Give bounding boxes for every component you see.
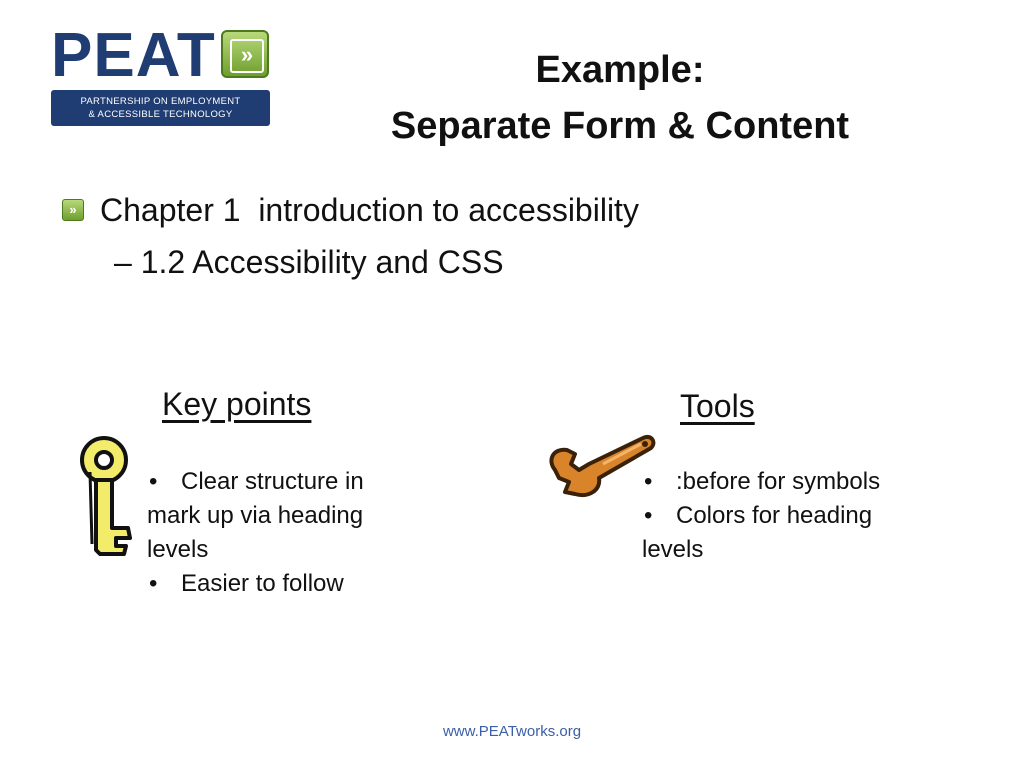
key-point-text: Easier to follow — [181, 570, 344, 597]
tool-item — [642, 465, 932, 499]
logo-chevron-badge — [221, 30, 269, 78]
main-bullet-text: Chapter 1 introduction to accessibility — [100, 191, 639, 228]
peat-logo — [51, 21, 271, 128]
slide-title-line2: Separate Form & Content — [390, 105, 850, 147]
bullet-dot: • — [149, 468, 158, 495]
tool-text: Colors for heading levels — [642, 502, 873, 563]
key-point-item — [147, 567, 407, 601]
slide-title — [300, 42, 940, 154]
slide-title-line1: Example: — [535, 49, 705, 91]
tool-text: :before for symbols — [676, 468, 881, 495]
key-points-list — [147, 465, 407, 601]
bullet-dot: • — [149, 570, 158, 597]
logo-tagline-line2: & ACCESSIBLE TECHNOLOGY — [88, 109, 233, 120]
logo-tagline-line1: PARTNERSHIP ON EMPLOYMENT — [80, 96, 241, 107]
logo-wordmark: PEAT — [51, 21, 216, 90]
footer-url[interactable]: www.PEATworks.org — [442, 723, 582, 740]
key-points-heading: Key points — [162, 386, 312, 422]
key-icon — [78, 432, 140, 563]
tools-heading: Tools — [680, 388, 755, 424]
tool-item — [642, 499, 932, 567]
tools-list — [642, 465, 932, 567]
key-point-text: Clear structure in mark up via heading levels — [147, 468, 364, 563]
double-chevron-right-icon: » — [62, 199, 84, 221]
double-chevron-right-icon: » — [230, 39, 264, 73]
main-bullet — [62, 188, 639, 232]
logo-tagline-band — [51, 90, 270, 126]
bullet-dot: • — [644, 468, 653, 495]
wrench-icon — [545, 430, 657, 505]
bullet-dot: • — [644, 502, 653, 529]
key-point-item — [147, 465, 407, 567]
sub-bullet-text: – 1.2 Accessibility and CSS — [114, 244, 504, 280]
